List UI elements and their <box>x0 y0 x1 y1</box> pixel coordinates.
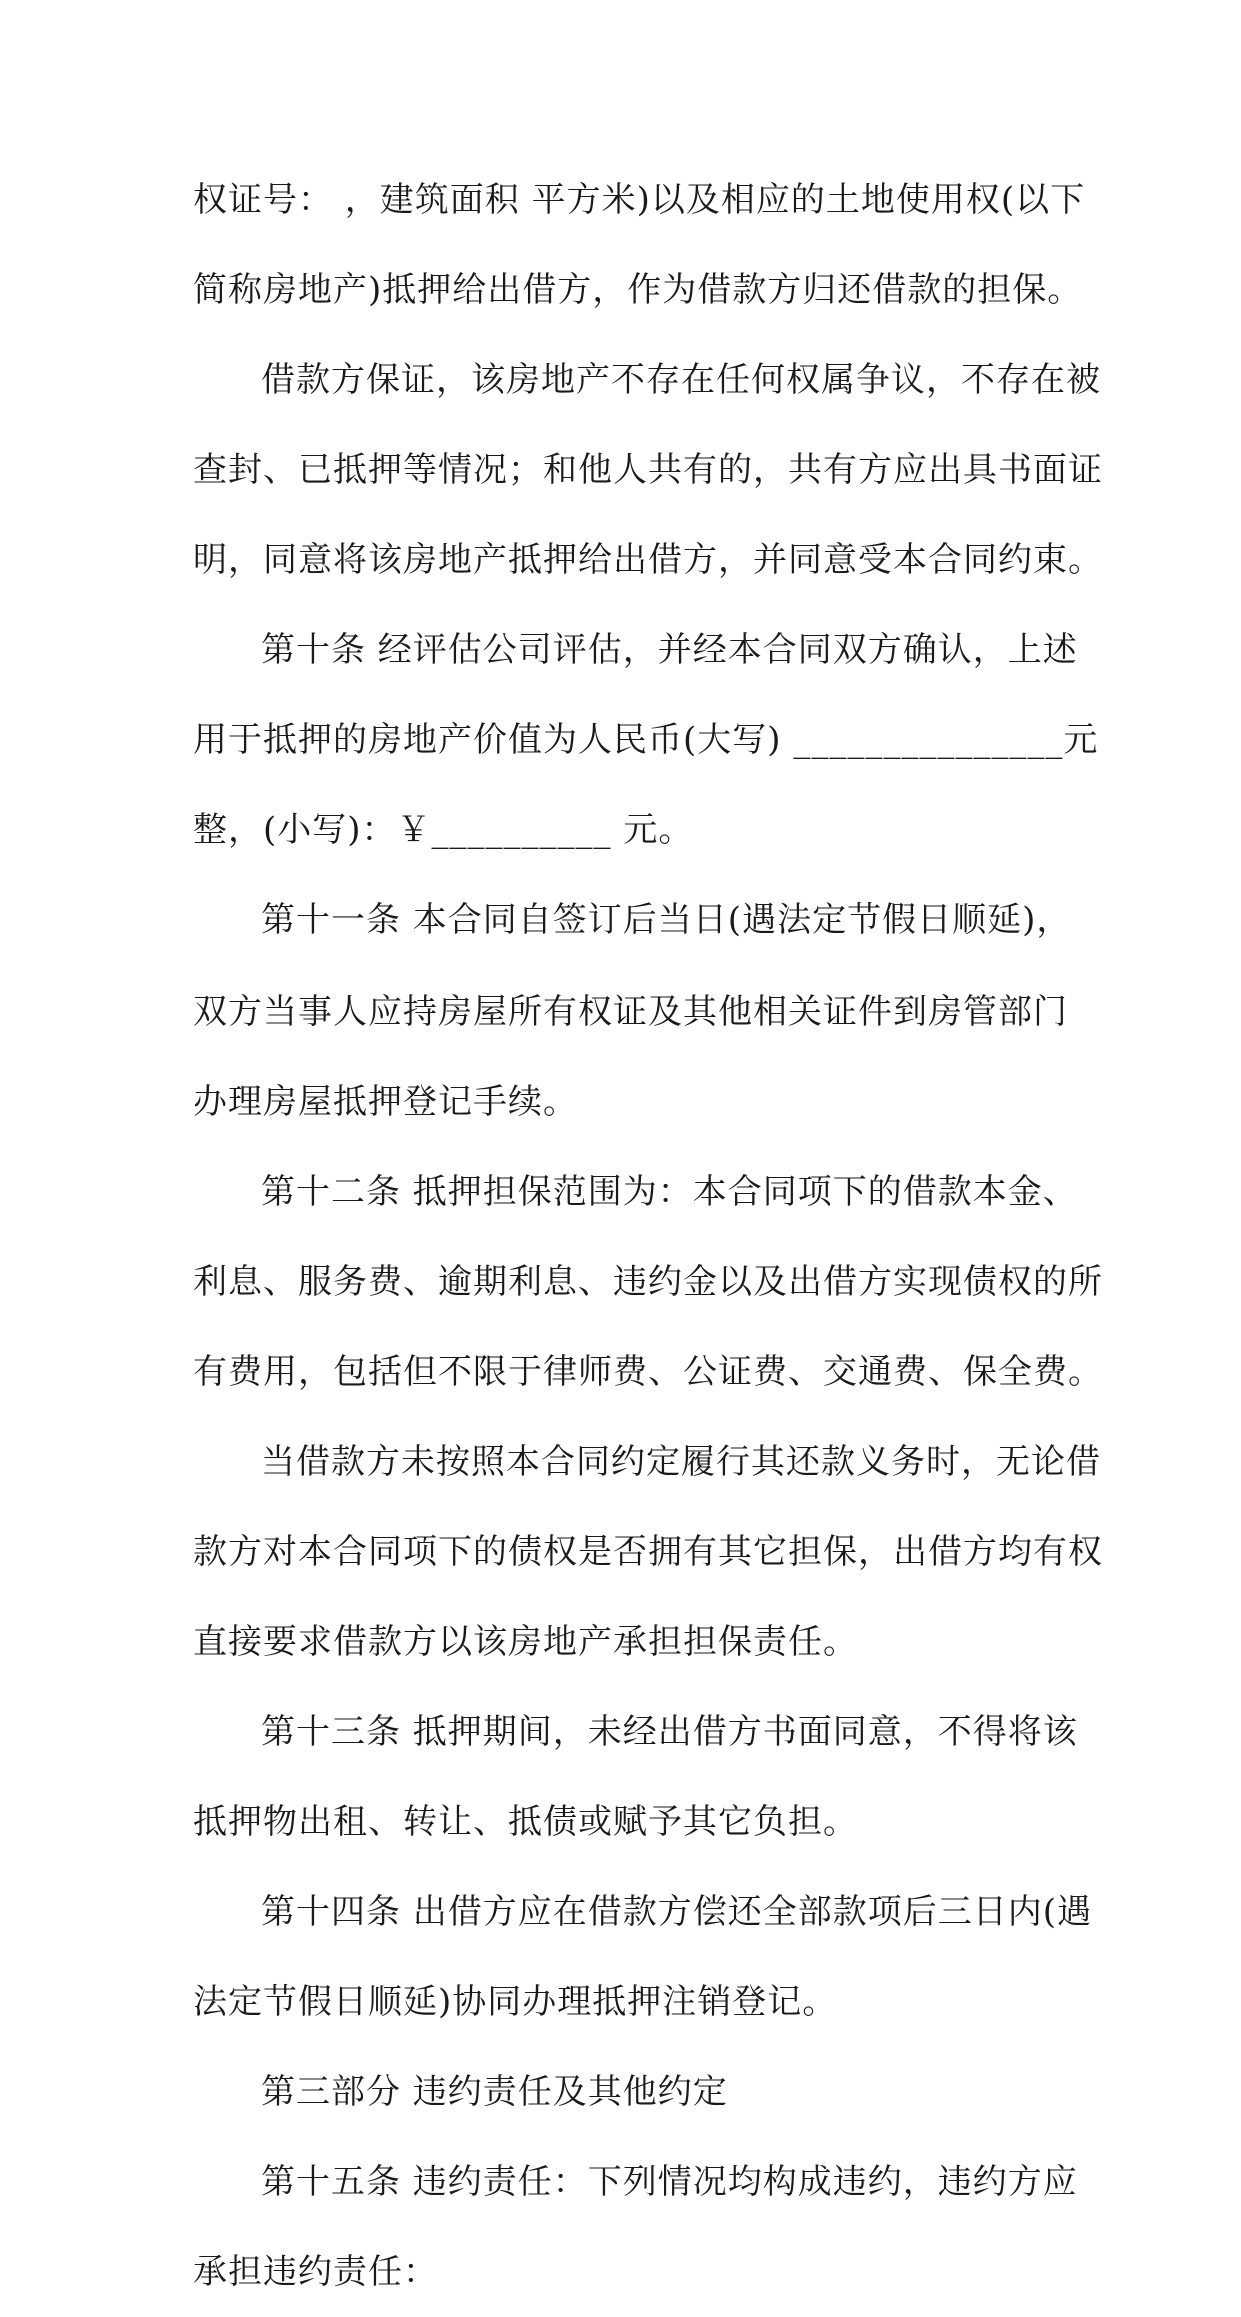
text-line: 有费用，包括但不限于律师费、公证费、交通费、保全费。 <box>193 1352 1103 1392</box>
text-line: 借款方保证，该房地产不存在任何权属争议，不存在被 <box>261 360 1101 400</box>
text-line: 法定节假日顺延)协同办理抵押注销登记。 <box>193 1982 838 2022</box>
text-line: 当借款方未按照本合同约定履行其还款义务时，无论借 <box>261 1442 1101 1482</box>
text-line: 直接要求借款方以该房地产承担担保责任。 <box>193 1622 858 1662</box>
paragraph-article-10 <box>193 605 1099 875</box>
text-line: 第十条 经评估公司评估，并经本合同双方确认，上述 <box>261 630 1078 670</box>
text-line: 第十二条 抵押担保范围为：本合同项下的借款本金、 <box>261 1172 1078 1212</box>
text-line: 第十一条 本合同自签订后当日(遇法定节假日顺延)， <box>261 900 1072 940</box>
text-line: 承担违约责任： <box>193 2252 438 2292</box>
text-line: 款方对本合同项下的债权是否拥有其它担保，出借方均有权 <box>193 1532 1103 1572</box>
paragraph-article-11 <box>193 875 1072 1147</box>
text-line: 简称房地产)抵押给出借方，作为借款方归还借款的担保。 <box>193 270 1083 310</box>
text-line: 第十五条 违约责任：下列情况均构成违约，违约方应 <box>261 2162 1078 2202</box>
text-line: 查封、已抵押等情况；和他人共有的，共有方应出具书面证 <box>193 450 1103 490</box>
text-line: 办理房屋抵押登记手续。 <box>193 1082 578 1122</box>
text-line: 明，同意将该房地产抵押给出借方，并同意受本合同约束。 <box>193 540 1103 580</box>
paragraph-borrower-guarantee <box>193 335 1103 605</box>
document-page <box>193 155 1103 2317</box>
paragraph-article-14 <box>193 1867 1093 2047</box>
paragraph-default-remedy <box>193 1417 1103 1687</box>
text-line: 整，(小写)：￥__________ 元。 <box>193 810 694 850</box>
paragraph-article-12 <box>193 1147 1103 1417</box>
text-line: 双方当事人应持房屋所有权证及其他相关证件到房管部门 <box>193 992 1068 1032</box>
text-line: 第十四条 出借方应在借款方偿还全部款项后三日内(遇 <box>261 1892 1093 1932</box>
text-line: 第十三条 抵押期间，未经出借方书面同意，不得将该 <box>261 1712 1078 1752</box>
section-title: 第三部分 违约责任及其他约定 <box>261 2072 728 2112</box>
paragraph-article-15 <box>193 2137 1078 2317</box>
text-line: 权证号： ，建筑面积 平方米)以及相应的土地使用权(以下 <box>193 180 1086 220</box>
text-line: 用于抵押的房地产价值为人民币(大写) _______________元 <box>193 720 1099 760</box>
paragraph-collateral-registration <box>193 155 1086 335</box>
paragraph-article-13 <box>193 1687 1078 1867</box>
section-heading-part-3 <box>193 2047 1053 2137</box>
text-line: 抵押物出租、转让、抵债或赋予其它负担。 <box>193 1802 858 1842</box>
text-line: 利息、服务费、逾期利息、违约金以及出借方实现债权的所 <box>193 1262 1103 1302</box>
